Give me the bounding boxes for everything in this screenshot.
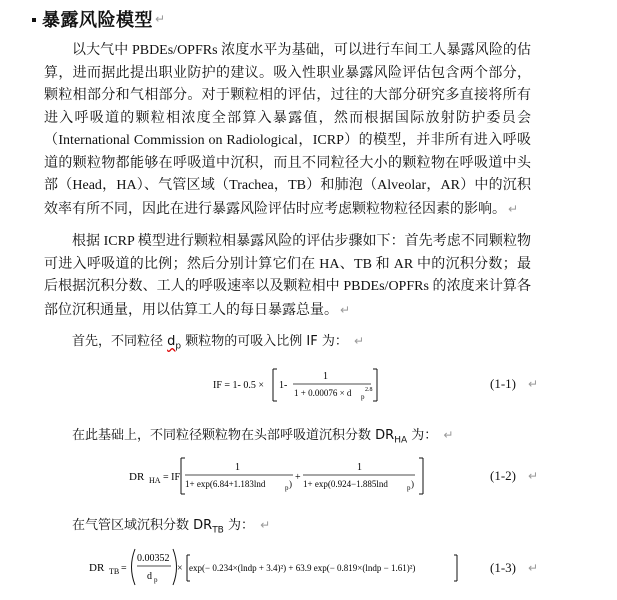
eq2-numerator-2: 1 [357, 462, 362, 473]
eq2-numerator-1: 1 [235, 462, 240, 473]
eq2-number: (1-2) [490, 468, 516, 483]
eq1-denominator: 1 + 0.00076 × d [294, 388, 352, 398]
eq2-close-1: ) [289, 479, 292, 489]
equation-1-3 [85, 545, 465, 590]
dr-ha-subscript: HA [394, 435, 408, 446]
eq3-lhs: DR [89, 562, 105, 574]
eq3-equals: = [121, 563, 127, 574]
eq3-den-subscript: p [154, 576, 158, 584]
paragraph-mark-icon: ↵ [528, 561, 539, 575]
bullet-icon [32, 18, 36, 22]
eq2-plus: + [295, 472, 301, 483]
paragraph-mark-icon: ↵ [155, 12, 166, 26]
eq3-lhs-subscript: TB [109, 567, 120, 576]
equation-number-1-3 [490, 560, 538, 576]
eq1-one-minus: 1- [279, 380, 288, 391]
eq2-subscript-2: p [407, 484, 411, 492]
paragraph-mark-icon: ↵ [260, 518, 271, 532]
paragraph-mark-icon: ↵ [528, 377, 539, 391]
intro-text: 首先，不同粒径 [72, 334, 168, 349]
paragraph-1 [44, 40, 531, 221]
eq1-den-subscript: p [361, 393, 365, 401]
eq1-number: (1-1) [490, 376, 516, 391]
dr-tb-subscript: TB [212, 525, 224, 536]
paragraph-2-text: 根据 ICRP 模型进行颗粒相暴露风险的评估步骤如下：首先考虑不同颗粒物可进入呼吸道的比例；然后分别计算它们在 HA、TB 和 AR 中的沉积分数；最后根据沉积分数、工人的呼吸速率以及颗粒相中 PBDEs/OPFRs 的浓度来计算各部位沉积通量，用以估算工人的每日暴露总量。 [44, 234, 531, 318]
equation-1-2 [125, 455, 430, 497]
equation-number-1-2 [490, 468, 538, 484]
eq1-den-superscript: 2.8 [365, 387, 373, 393]
eq3-numerator: 0.00352 [137, 553, 170, 564]
intro-text: 颗粒物的可吸入比例 IF 为： [181, 334, 348, 349]
paragraph-mark-icon: ↵ [508, 201, 519, 216]
section-title: 暴露风险模型 [42, 10, 153, 31]
dp-subscript: p [175, 341, 182, 352]
eq3-body: exp(− 0.234×(lndp + 3.4)²) + 63.9 exp(− 0.819×(lndp − 1.61)²) [189, 563, 416, 573]
intro-text: 为： [223, 518, 254, 533]
paragraph-mark-icon: ↵ [353, 334, 365, 348]
eq2-denominator-1: 1+ exp(6.84+1.183lnd [185, 479, 266, 489]
dp-variable [167, 334, 182, 352]
eq1-lhs: IF = 1- 0.5 × [213, 380, 265, 391]
eq2-denominator-2: 1+ exp(0.924−1.885lnd [303, 479, 388, 489]
intro-line-dr-ha [72, 424, 453, 446]
intro-line-if [72, 330, 364, 352]
paragraph-mark-icon: ↵ [340, 302, 351, 317]
paragraph-1-text: 以大气中 PBDEs/OPFRs 浓度水平为基础，可以进行车间工人暴露风险的估算，进而据此提出职业防护的建议。吸入性职业暴露风险评估包含两个部分，颗粒相部分和气相部分。对于颗粒相的评估，过往的大部分研究多直接将所有进入呼吸道的颗粒相浓度全部算入暴露值，然而根据国际放射防护委员会（International Commission on Radiological，ICRP）的模型，并非所有进入呼吸道的颗粒物都能够在呼吸道中沉积，而且不同粒径大小的颗粒物在呼吸道中头部（Head，HA）、气管区域（Trachea，TB）和肺泡（Alveolar，AR）中的沉积效率有所不同，因此在进行暴露风险评估时应考虑颗粒物粒径因素的影响。 [44, 43, 531, 217]
intro-text: 在此基础上，不同粒径颗粒物在头部呼吸道沉积分数 DR [72, 428, 395, 443]
dp-symbol: d [167, 334, 176, 349]
paragraph-mark-icon: ↵ [528, 469, 539, 483]
equation-1-1 [205, 365, 385, 405]
eq2-lhs: DR [129, 471, 145, 483]
eq3-denominator: d [147, 571, 152, 582]
eq2-lhs-subscript: HA [149, 476, 161, 485]
eq3-times: × [177, 563, 183, 574]
eq1-numerator: 1 [323, 371, 328, 382]
eq2-close-2: ) [411, 479, 414, 489]
intro-text: 在气管区域沉积分数 DR [72, 518, 213, 533]
intro-text: 为： [407, 428, 438, 443]
intro-line-dr-tb [72, 514, 270, 536]
eq2-equals-if: = IF [163, 472, 181, 483]
eq2-subscript-1: p [285, 484, 289, 492]
equation-number-1-1 [490, 376, 538, 392]
paragraph-2 [44, 231, 531, 322]
eq3-number: (1-3) [490, 560, 516, 575]
paragraph-mark-icon: ↵ [443, 428, 454, 442]
section-heading [32, 4, 165, 34]
